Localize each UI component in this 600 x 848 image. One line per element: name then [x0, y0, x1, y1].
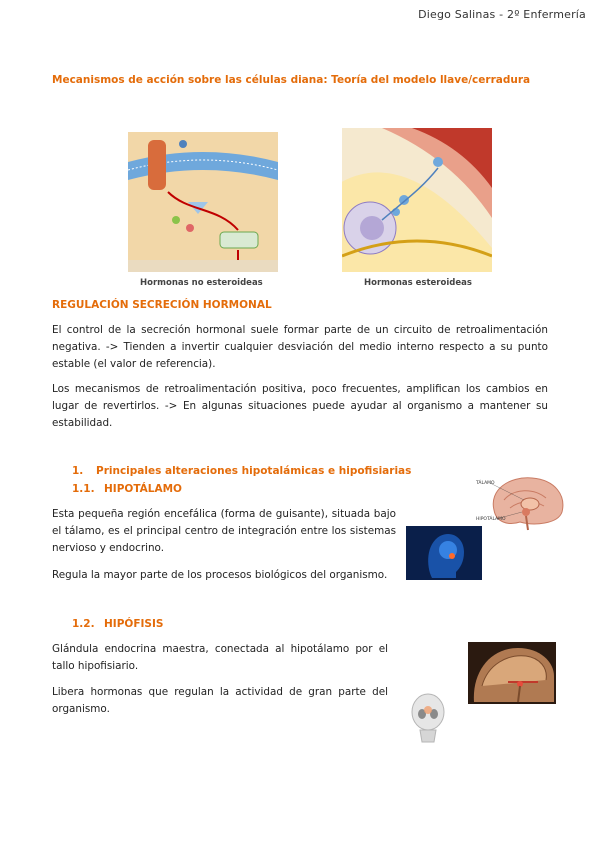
steroid-hormone-illustration [342, 128, 492, 272]
hipotalamo-function: Regula la mayor parte de los procesos biológicos del organismo. [52, 569, 388, 581]
positive-feedback-paragraph: Los mecanismos de retroalimentación positiva, poco frecuentes, amplifican los cambios en lugar de revertirlos. -> En algunas situaciones puede ayudar al organismo a mantener su estabilidad. [52, 383, 548, 429]
thalamus-label: TÁLAMO [476, 481, 495, 486]
sagittal-head-image [468, 642, 556, 704]
hipofisis-description: Glándula endocrina maestra, conectada al hipotálamo por el tallo hipofisiario. [52, 643, 388, 672]
negative-feedback-paragraph: El control de la secreción hormonal suele formar parte de un circuito de retroalimentación negativa. -> Tienden a invertir cualquier desviación del medio interno respecto a su punto estable (el valor de referencia). [52, 324, 548, 370]
hipotalamo-heading [72, 483, 182, 495]
steroid-caption: Hormonas esteroideas [364, 278, 472, 288]
alteraciones-number: 1. [72, 465, 84, 477]
head-scan-image [406, 526, 482, 580]
hipofisis-number: 1.2. [72, 618, 95, 630]
regulacion-heading: REGULACIÓN SECRECIÓN HORMONAL [52, 299, 272, 311]
non-steroid-caption: Hormonas no esteroideas [140, 278, 263, 288]
hipofisis-function: Libera hormonas que regulan la actividad de gran parte del organismo. [52, 686, 388, 715]
hipofisis-heading [72, 618, 163, 630]
document-author-header: Diego Salinas - 2º Enfermería [418, 8, 586, 21]
brain-anatomy-illustration [474, 470, 572, 534]
section-title: Mecanismos de acción sobre las células diana: Teoría del modelo llave/cerradura [52, 74, 531, 86]
alteraciones-title: Principales alteraciones hipotalámicas e hipofisiarias [96, 465, 412, 477]
hypothalamus-label: HIPOTÁLAMO [476, 517, 506, 522]
alteraciones-heading [72, 465, 411, 477]
hipotalamo-number: 1.1. [72, 483, 95, 495]
hipotalamo-title: HIPOTÁLAMO [104, 483, 182, 495]
hipofisis-title: HIPÓFISIS [104, 618, 164, 630]
non-steroid-hormone-illustration [128, 132, 278, 272]
skull-image [408, 692, 448, 748]
hipotalamo-description: Esta pequeña región encefálica (forma de guisante), situada bajo el tálamo, es el principal centro de integración entre los sistemas nervioso y endocrino. [52, 508, 396, 554]
